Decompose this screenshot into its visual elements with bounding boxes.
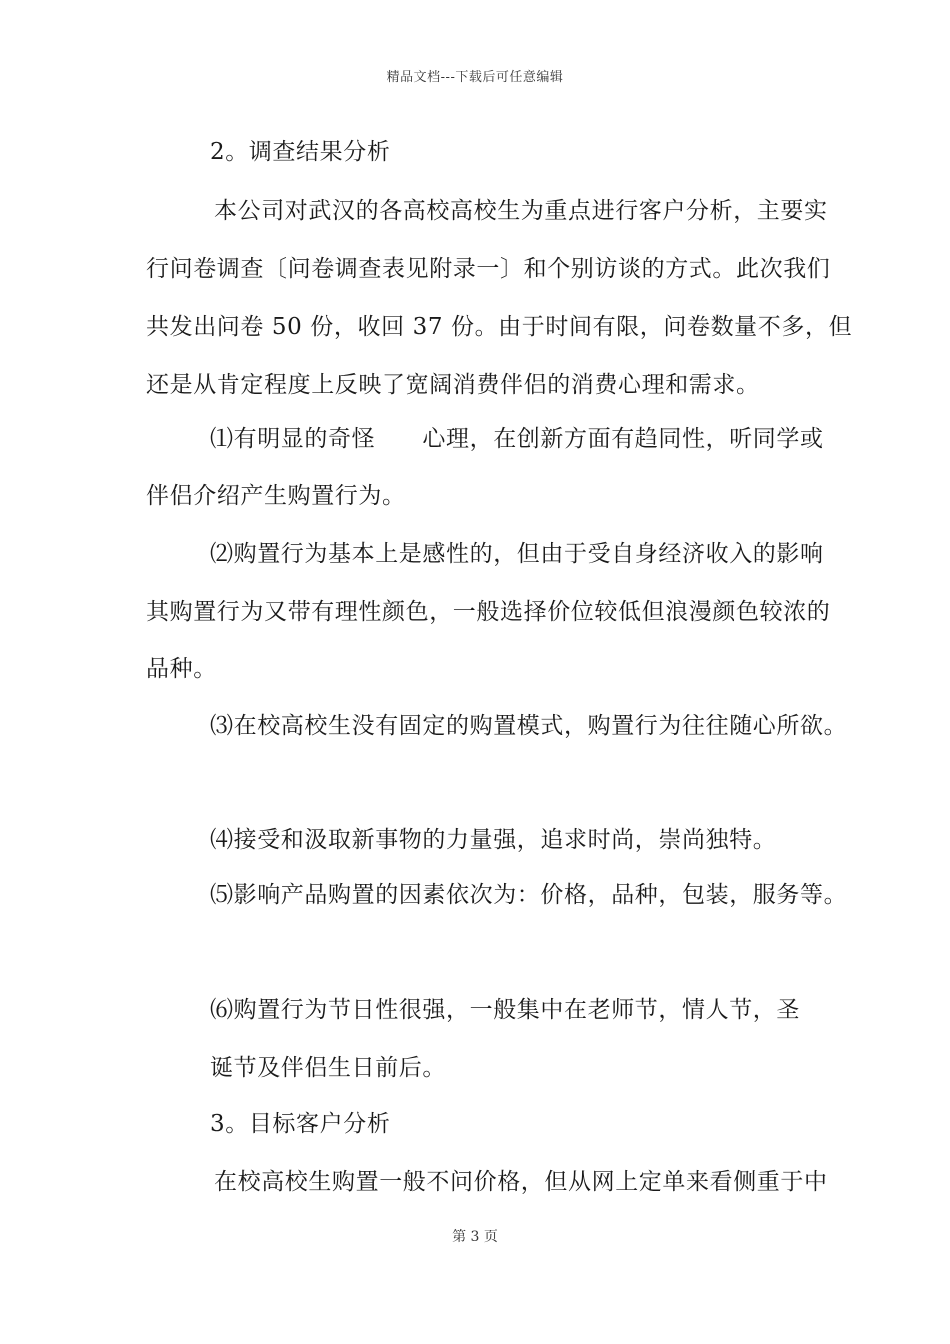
- list-item-6-continued: 诞节及伴侣生日前后。: [210, 1055, 446, 1081]
- list-item-6: ⑹购置行为节日性很强，一般集中在老师节，情人节，圣: [210, 997, 800, 1023]
- list-item-1-continued: 伴侣介绍产生购置行为。: [146, 483, 406, 509]
- paragraph-line: 行问卷调查〔问卷调查表见附录一〕和个别访谈的方式。此次我们: [146, 256, 831, 282]
- list-item-3: ⑶在校高校生没有固定的购置模式，购置行为往往随心所欲。: [210, 713, 848, 739]
- page-header: 精品文档---下载后可任意编辑: [386, 70, 564, 85]
- page-number: 第 3 页: [452, 1229, 498, 1245]
- list-item-2-continued: 其购置行为又带有理性颜色，一般选择价位较低但浪漫颜色较浓的: [146, 599, 831, 625]
- paragraph-line: 还是从肯定程度上反映了宽阔消费伴侣的消费心理和需求。: [146, 372, 760, 398]
- paragraph-line: 本公司对武汉的各高校高校生为重点进行客户分析，主要实: [214, 198, 828, 224]
- list-item-5: ⑸影响产品购置的因素依次为：价格，品种，包装，服务等。: [210, 882, 848, 908]
- list-item-2-continued: 品种。: [146, 656, 217, 682]
- section-heading-survey-results: 2。调查结果分析: [210, 139, 391, 165]
- section-heading-target-customers: 3。目标客户分析: [210, 1111, 391, 1137]
- paragraph-line: 共发出问卷 50 份，收回 37 份。由于时间有限，问卷数量不多，但: [146, 314, 853, 340]
- list-item-2: ⑵购置行为基本上是感性的，但由于受自身经济收入的影响: [210, 541, 824, 567]
- list-item-1: ⑴有明显的奇怪 心理，在创新方面有趋同性，听同学或: [210, 426, 824, 452]
- paragraph-line: 在校高校生购置一般不问价格，但从网上定单来看侧重于中: [214, 1169, 828, 1195]
- list-item-4: ⑷接受和汲取新事物的力量强，追求时尚，崇尚独特。: [210, 827, 777, 853]
